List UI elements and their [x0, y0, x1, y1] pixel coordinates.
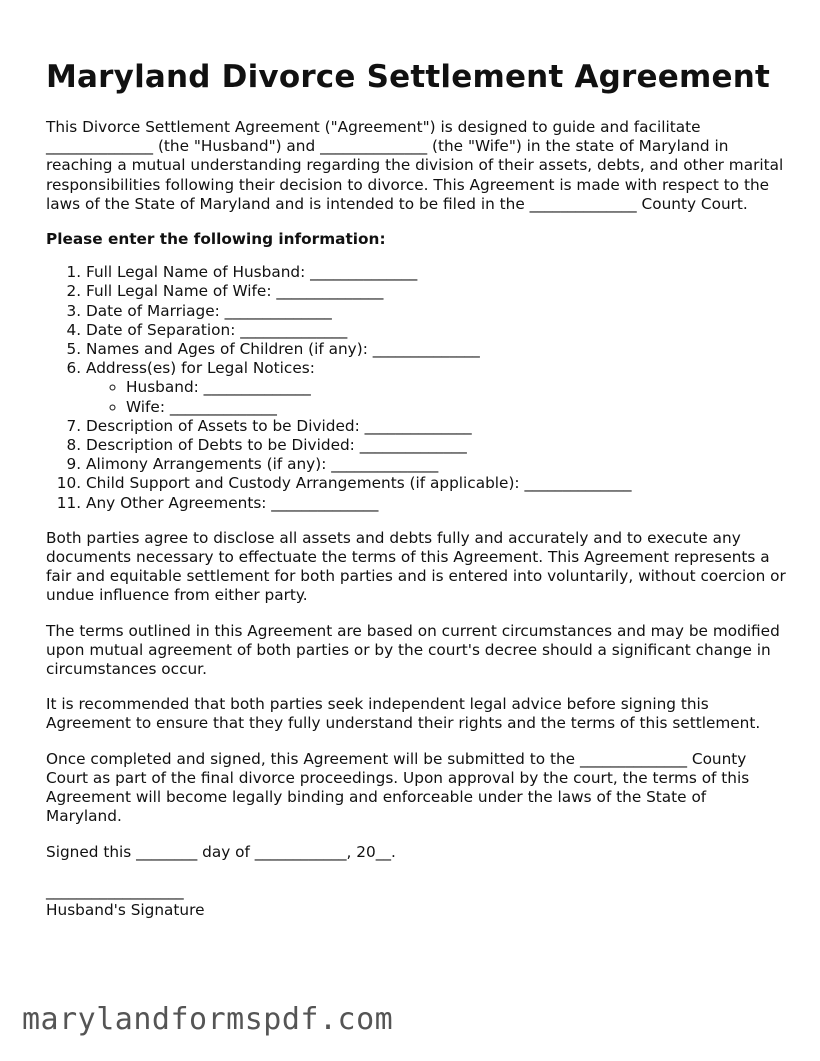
field-assets: 7. Description of Assets to be Divided: ______________	[86, 417, 786, 436]
intro-paragraph: This Divorce Settlement Agreement ("Agreement") is designed to guide and facilitate ______________ (the "Husband") and ______________ (the "Wife") in the state of Maryland in reaching a mutual understanding regarding the division of their assets, debts, and other marital responsibilities following their decision to divorce. This Agreement is made with respect to the laws of the State of Maryland and is intended to be filed in the ______________ County Court.	[46, 118, 784, 213]
address-subfield-list	[86, 378, 786, 416]
document-page	[46, 58, 786, 920]
field-addresses-label: Address(es) for Legal Notices:	[86, 359, 315, 378]
signature-label: Husband's Signature	[46, 900, 205, 919]
signature-line: __________________	[46, 881, 184, 900]
field-child-support: 10. Child Support and Custody Arrangements (if applicable): ______________	[86, 474, 786, 493]
watermark: marylandformspdf.com	[22, 1002, 394, 1037]
subfield-husband-address: ◦ Husband: ______________	[126, 378, 786, 397]
submission-paragraph: Once completed and signed, this Agreement will be submitted to the ______________ County Court as part of the final divorce proceedings. Upon approval by the court, the terms of this Agreement will become legally binding and enforceable under the laws of the State of Maryland.	[46, 749, 750, 826]
field-date-of-marriage: 3. Date of Marriage: ______________	[86, 302, 786, 321]
disclosure-paragraph: Both parties agree to disclose all assets and debts fully and accurately and to execute any documents necessary to effectuate the terms of this Agreement. This Agreement represents a fair and equitable settlement for both parties and is entered into voluntarily, without coercion or undue influence from either party.	[46, 528, 786, 605]
field-addresses	[86, 359, 786, 417]
info-prompt: Please enter the following information:	[46, 230, 386, 249]
signed-date-line: Signed this ________ day of ____________, 20__.	[46, 842, 396, 861]
modification-paragraph: The terms outlined in this Agreement are based on current circumstances and may be modified upon mutual agreement of both parties or by the court's decree should a significant change in circumstances occur.	[46, 621, 780, 679]
field-alimony: 9. Alimony Arrangements (if any): ______________	[86, 455, 786, 474]
field-children: 5. Names and Ages of Children (if any): ______________	[86, 340, 786, 359]
field-date-of-separation: 4. Date of Separation: ______________	[86, 321, 786, 340]
document-title: Maryland Divorce Settlement Agreement	[46, 59, 770, 95]
field-wife-name: 2. Full Legal Name of Wife: ______________	[86, 282, 786, 301]
legal-advice-paragraph: It is recommended that both parties seek independent legal advice before signing this Agreement to ensure that they fully understand their rights and the terms of this settlement.	[46, 695, 761, 733]
field-other-agreements: 11. Any Other Agreements: ______________	[86, 494, 786, 513]
field-debts: 8. Description of Debts to be Divided: ______________	[86, 436, 786, 455]
field-husband-name: 1. Full Legal Name of Husband: ______________	[86, 263, 786, 282]
subfield-wife-address: ◦ Wife: ______________	[126, 398, 786, 417]
husband-signature-block	[46, 882, 786, 920]
info-field-list	[46, 263, 786, 513]
